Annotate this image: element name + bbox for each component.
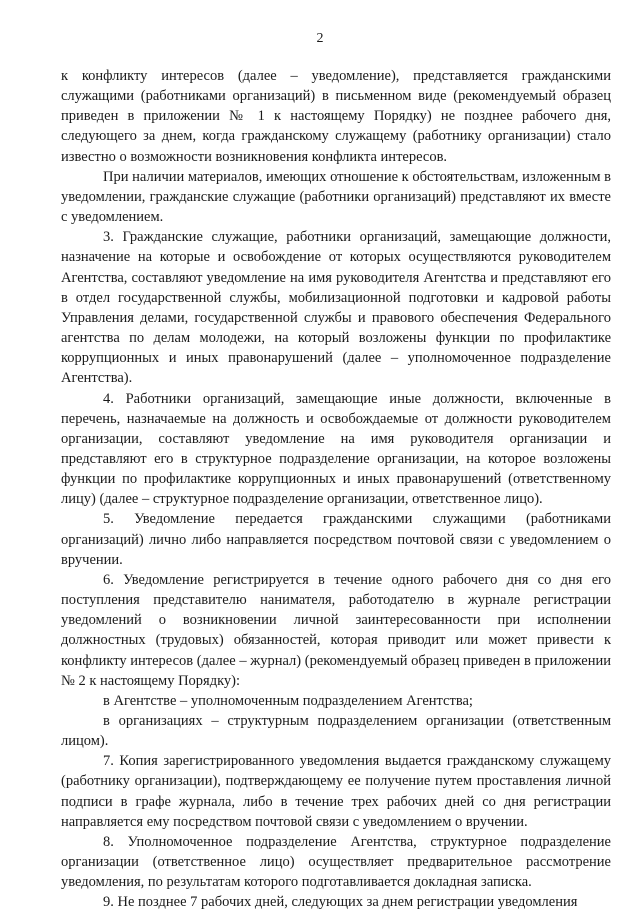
paragraph-item-6-organizations: в организациях – структурным подразделением организации (ответственным лицом). (61, 713, 611, 750)
page-number: 2 (316, 31, 324, 46)
paragraph-item-5: 5. Уведомление передается гражданскими служащими (работниками организаций) лично либо направляется посредством почтовой связи с уведомлением о вручении. (61, 511, 611, 568)
paragraph-materials: При наличии материалов, имеющих отношение к обстоятельствам, изложенным в уведомлении, гражданские служащие (работники организаций) представляют их вместе с уведомлением. (61, 168, 611, 226)
paragraph-item-7: 7. Копия зарегистрированного уведомления выдается гражданскому служащему (работнику организации), подтверждающему ее получение путем проставления личной подписи в графе журнала, либо в течение трех рабочих дней со дня регистрации направляется ему посредством почтовой связи с уведомлением о вручении. (61, 753, 611, 830)
paragraph-item-6: 6. Уведомление регистрируется в течение одного рабочего дня со дня его поступления представителю нанимателя, работодателю в журнале регистрации уведомлений о возникновении личной заинтересованности при исполнении должностных (трудовых) обязанностей, которая приводит или может привести к конфликту интересов (далее – журнал) (рекомендуемый образец приведен в приложении № 2 к настоящему Порядку): (61, 571, 611, 689)
paragraph-item-9: 9. Не позднее 7 рабочих дней, следующих за днем регистрации уведомления (103, 894, 578, 911)
paragraph-item-8: 8. Уполномоченное подразделение Агентства, структурное подразделение организации (ответственное лицо) осуществляет предварительное рассмотрение уведомления, по результатам которого подготавливается докладная записка. (61, 833, 611, 891)
paragraph-item-3: 3. Гражданские служащие, работники организаций, замещающие должности, назначение на которые и освобождение от которых осуществляются руководителем Агентства, составляют уведомление на имя руководителя Агентства и представляют его в отдел государственной службы, мобилизационной подготовки и кадровой работы Управления делами, государственной службы и правового обеспечения Федерального агентства по делам молодежи, на который возложены функции по профилактике коррупционных и иных правонарушений (далее – уполномоченное подразделение Агентства). (61, 229, 611, 387)
document-body (61, 66, 611, 913)
paragraph-item-6-agency: в Агентстве – уполномоченным подразделением Агентства; (103, 692, 473, 709)
paragraph-item-4: 4. Работники организаций, замещающие иные должности, включенные в перечень, назначаемые на должность и освобождаемые от должности руководителем организации, составляют уведомление на имя руководителя организации и представляют его в структурное подразделение организации, на которое возложены функции по профилактике коррупционных и иных правонарушений (ответственному лицу) (далее – структурное подразделение организации, ответственное лицо). (61, 390, 611, 508)
paragraph-notification-submission: к конфликту интересов (далее – уведомление), представляется гражданскими служащими (работниками организаций) в письменном виде (рекомендуемый образец приведен в приложении № 1 к настоящему Порядку) не позднее рабочего дня, следующего за днем, когда гражданскому служащему (работнику организации) стало известно о возможности возникновения конфликта интересов. (61, 68, 611, 165)
